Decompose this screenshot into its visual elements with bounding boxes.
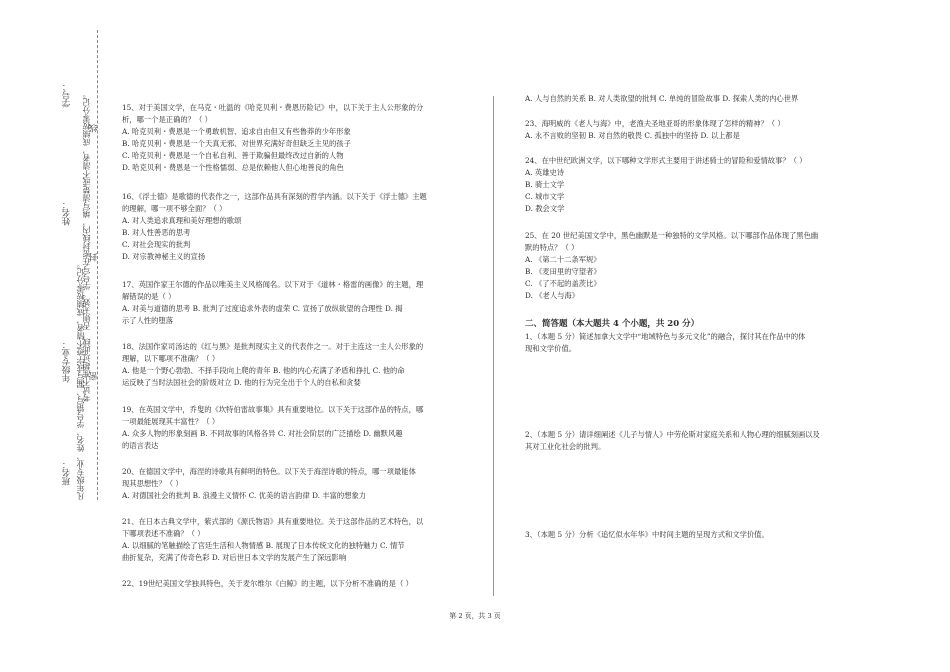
major-seal-notice: 凡年级专业、姓名、学号错写、漏写或字迹不清者，成绩按零分记。: [76, 260, 85, 500]
question-20: 20、在德国文学中，海涅的诗歌具有鲜明的特色。以下关于海涅诗歌的特点，哪一项最能体 现其思想性？（ ） A. 对德国社会的批判 B. 浪漫主义情怀 C. 优美的语言韵律 D. 丰富的想象力: [122, 467, 416, 500]
short-answer-2: 2、（本题 5 分）请详细阐述《儿子与情人》中劳伦斯对家庭关系和人物心理的细腻刻画以及 其对工业化社会的批判。: [525, 430, 820, 451]
section-2-title: 二、简答题（本大题共 4 个小题，共 20 分）: [525, 319, 700, 329]
question-22: 22、19世纪美国文学独具特色，关于麦尔维尔《白鲸》的主题，以下分析不准确的是（ ）: [122, 579, 413, 588]
short-answer-1: 1、（本题 5 分）简述加拿大文学中“地域特色与多元文化”的融合，探讨其在作品中的体 现和文学价值。: [525, 332, 806, 353]
page-footer: 第 2 页，共 3 页: [449, 612, 501, 620]
seal-line-notice: 考试不准超过此线，否则无效。学号写在密封线内，填写清楚或不清者，成绩按零分记。: [82, 90, 91, 402]
question-25: 25、在 20 世纪美国文学中，黑色幽默是一种独特的文学风格。以下哪部作品体现了黑色幽 默的特点？（ ） A. 《第二十二条军规》 B. 《麦田里的守望者》 C. 《了不起的盖茨比》 D. 《老人与海》: [525, 231, 819, 300]
question-16: 16、《浮士德》是歌德的代表作之一，这部作品具有深刻的哲学内涵。以下关于《浮士德》主题 的理解，哪一项不够全面？（ ） A. 对人类追求真理和美好理想的歌颂 B. 对人性善恶的思考 C. 对社会现实的批判 D. 对宗教神秘主义的宣扬: [122, 192, 427, 261]
question-21: 21、在日本古典文学中，紫式部的《源氏物语》具有重要地位。关于这部作品的艺术特色，以 下哪项表述不准确？（ ） A. 以细腻的笔触描绘了宫廷生活和人物情感 B. 展现了日本传统文化的独特魅力 C. 情节 曲折复杂，充满了传奇色彩 D. 对后世日本文学的发展产生了深远影响: [122, 517, 424, 562]
seal-dashed-line: [97, 30, 98, 500]
xian-mark: 线: [89, 124, 99, 133]
question-24: 24、在中世纪欧洲文学，以下哪种文学形式主要用于讲述骑士的冒险和爱情故事？（ ） A. 英雄史诗 B. 骑士文学 C. 城市文学 D. 教会文学: [525, 156, 807, 213]
feng-mark: 封: [89, 253, 99, 262]
question-23: 23、海明威的《老人与海》中，老渔夫圣地亚哥的形象体现了怎样的精神？（ ） A. 永不言败的坚韧 B. 对自然的敬畏 C. 孤独中的坚持 D. 以上都是: [525, 119, 785, 140]
student-id-label: 学号：: [62, 82, 72, 108]
question-15: 15、对于美国文学，在马克・吐温的《哈克贝利・费恩历险记》中，以下关于主人公形象的分 析，哪一个是正确的？（ ） A. 哈克贝利・费恩是一个勇敢机智、追求自由但又有些鲁莽的少年形象 B. 哈克贝利・费恩是一个天真无邪、对世界充满好奇但缺乏主见的孩子 C. 哈克贝利・费恩是一个自私自利、善于欺骗但最终改过自新的人物 D. 哈克贝利・费恩是一个性格懦弱、总是依赖他人但心地善良的角色: [122, 103, 424, 172]
short-answer-3: 3、（本题 5 分）分析《追忆似水年华》中时间主题的呈现方式和文学价值。: [525, 530, 769, 539]
school-label: 班名：: [62, 460, 72, 486]
question-17: 17、英国作家王尔德的作品以唯美主义风格闻名。以下对于《道林・格雷的画像》的主题，理 解错误的是（ ） A. 对美与道德的思考 B. 批判了过度追求外表的虚荣 C. 宣扬了放纵欲望的合理性 D. 揭 示了人性的堕落: [122, 280, 424, 325]
mi-mark: 密: [89, 372, 99, 381]
column-divider: [493, 96, 494, 596]
question-22-options: A. 人与自然的关系 B. 对人类欲望的批判 C. 单纯的冒险故事 D. 探索人类的内心世界: [525, 94, 799, 103]
question-18: 18、法国作家司汤达的《红与黑》是批判现实主义的代表作之一。对于主连这一主人公形象的 理解，以下哪项不准确？（ ） A. 他是一个野心勃勃、不择手段向上爬的青年 B. 他的内心充满了矛盾和挣扎 C. 他的命 运反映了当时法国社会的阶级对立 D. 他的行为完全出于个人的自私和贪婪: [122, 342, 424, 387]
question-19: 19、在英国文学中，乔叟的《坎特伯雷故事集》具有重要地位。以下关于这部作品的特点，哪 一项最能展现其丰富性？（ ） A. 众多人物的形象刻画 B. 不同故事的风格各异 C. 对社会阶层的广泛描绘 D. 幽默风趣 的语言表达: [122, 405, 424, 450]
name-label: 姓名：: [62, 200, 72, 226]
major-label: 年级专业：: [62, 340, 72, 383]
